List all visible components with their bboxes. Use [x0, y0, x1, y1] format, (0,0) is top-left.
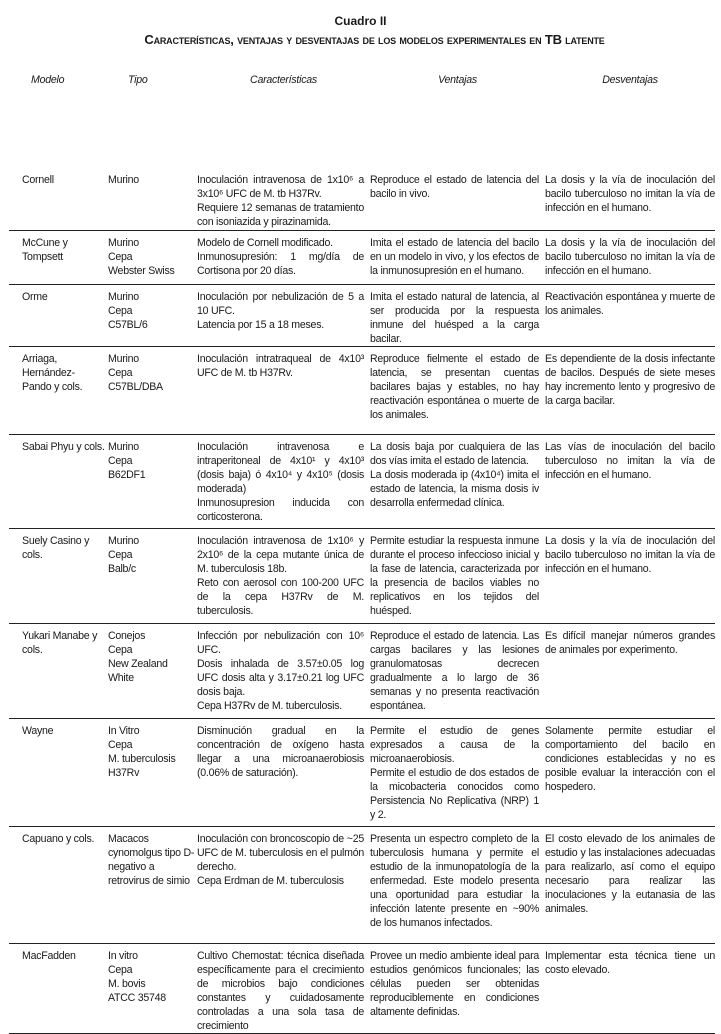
cell-ventajas [370, 434, 545, 528]
cell-caracteristicas [197, 230, 370, 284]
cell-text: Webster Swiss [108, 264, 175, 277]
cell-text: Inoculación intravenosa de 1x10⁶ y 2x10⁶ de la cepa mutante única de M. tuberculosis 18b. [197, 534, 364, 575]
cell-desventajas [545, 434, 715, 528]
cell-text: Inmunosupresión: 1 mg/día de Cortisona por 20 días. [197, 250, 364, 277]
header-row [9, 70, 715, 121]
cell-caracteristicas [197, 943, 370, 1033]
cell-text: Cepa H37Rv de M. tuberculosis. [197, 699, 343, 712]
cell-caracteristicas [197, 284, 370, 346]
cell-text: Cepa [108, 250, 133, 263]
cell-ventajas [370, 826, 545, 943]
cell-text: C57BL/6 [108, 318, 148, 331]
cell-caracteristicas [197, 346, 370, 434]
table-row [9, 528, 715, 623]
cell-text: Dosis inhalada de 3.57±0.05 log UFC dosis alta y 3.17±0.21 log UFC dosis baja. [197, 657, 364, 698]
cell-text: Las vías de inoculación del bacilo tuberculoso no imitan la vía de infección en el humano. [545, 440, 715, 481]
cell-text: Murino [108, 534, 139, 547]
cell-tipo [108, 346, 197, 434]
cell-text: El costo elevado de los animales de estudio y las instalaciones adecuadas para realizarlo, así como el equipo necesario para realizar las inoculaciones y la eutanasia de las animales. [545, 832, 715, 915]
cell-text: M. bovis [108, 977, 146, 990]
table-row [9, 943, 715, 1033]
cell-modelo [9, 623, 108, 718]
cell-text: Inoculación por nebulización de 5 a 10 UFC. [197, 290, 364, 317]
cell-text: Inmunosupresion inducida con corticosterona. [197, 496, 364, 523]
cell-modelo [9, 943, 108, 1033]
cell-text: Murino [108, 290, 139, 303]
cell-text: Conejos [108, 629, 146, 642]
cell-text: Cultivo Chemostat: técnica diseñada específicamente para el crecimiento de microbios bajo condiciones constantes y cuidadosamente controladas a una sola tasa de crecimiento [197, 949, 364, 1032]
cell-text: Imita el estado natural de latencia, al ser producida por la respuesta inmune del huésped a la carga bacilar. [370, 290, 539, 345]
cell-text: Cornell [22, 174, 54, 186]
cell-text: Murino [108, 236, 139, 249]
cell-text: La dosis y la vía de inoculación del bacilo tuberculoso no imitan la vía de infección en el humano. [545, 534, 715, 575]
table-row [9, 826, 715, 943]
cell-text: Reto con aerosol con 100-200 UFC de la cepa H37Rv de M. tuberculosis. [197, 576, 364, 617]
cell-tipo [108, 528, 197, 623]
cell-text: Permite el estudio de genes expresados a causa de la microanaerobiosis. [370, 724, 539, 765]
table-row [9, 623, 715, 718]
cell-desventajas [545, 943, 715, 1033]
cell-text: C57BL/DBA [108, 380, 163, 393]
header-desventajas: Desventajas [602, 74, 658, 86]
table-row [9, 434, 715, 528]
cell-ventajas [370, 718, 545, 826]
cell-text: B62DF1 [108, 468, 146, 481]
cell-text: Capuano y cols. [22, 832, 95, 845]
cell-tipo [108, 718, 197, 826]
cell-caracteristicas [197, 623, 370, 718]
cell-text: Implementar esta técnica tiene un costo elevado. [545, 949, 715, 976]
cell-text: Disminución gradual en la concentración de oxígeno hasta llegar a una microanaerobiosis (0.06% de saturación). [197, 724, 364, 779]
cell-desventajas [545, 121, 715, 230]
cell-ventajas [370, 230, 545, 284]
header-ventajas: Ventajas [438, 74, 477, 86]
table-row [9, 718, 715, 826]
cell-modelo [9, 230, 108, 284]
table-title: Características, ventajas y desventajas de los modelos experimentales en TB latente [144, 32, 605, 47]
cell-desventajas [545, 528, 715, 623]
cell-text: Modelo de Cornell modificado. [197, 236, 333, 249]
cell-text: Requiere 12 semanas de tratamiento con isoniazida y pirazinamida. [197, 202, 364, 228]
cell-text: Reproduce el estado de latencia. Las cargas bacilares y las lesiones granulomatosas decrecen gradualmente a lo largo de 36 semanas y no presenta reactivación espontánea. [370, 629, 539, 712]
cell-text: Cepa [108, 643, 133, 656]
cell-ventajas [370, 623, 545, 718]
table-row [9, 346, 715, 434]
header-caracteristicas: Características [250, 74, 317, 86]
cell-text: White [108, 671, 134, 684]
cell-text: New Zealand [108, 657, 168, 670]
cell-desventajas [545, 623, 715, 718]
cell-tipo [108, 826, 197, 943]
cell-desventajas [545, 718, 715, 826]
cell-modelo [9, 284, 108, 346]
cell-text: La dosis moderada ip (4x10⁴) imita el estado de latencia, la misma dosis iv desarrolla enfermedad clínica. [370, 468, 539, 509]
cell-text: Inoculación con broncoscopio de ~25 UFC de M. tuberculosis en el pulmón derecho. [197, 832, 364, 873]
cell-text: La dosis y la vía de inoculación del bacilo tuberculoso no imitan la vía de infección en el humano. [545, 174, 715, 214]
cell-text: In Vitro [108, 724, 140, 737]
cell-text: McCune y Tompsett [22, 236, 68, 263]
cell-caracteristicas [197, 528, 370, 623]
cell-text: Cepa [108, 548, 133, 561]
cell-text: Murino [108, 440, 139, 453]
header-tipo: Tipo [128, 74, 148, 86]
cell-text: La dosis baja por cualquiera de las dos vías imita el estado de latencia. [370, 440, 539, 467]
cell-modelo [9, 528, 108, 623]
cell-desventajas [545, 346, 715, 434]
cell-text: Cepa Erdman de M. tuberculosis [197, 874, 344, 887]
cell-text: Cepa [108, 304, 133, 317]
cell-caracteristicas [197, 121, 370, 230]
cell-modelo [9, 718, 108, 826]
cell-desventajas [545, 826, 715, 943]
cell-text: Cepa [108, 963, 133, 976]
table-row [9, 121, 715, 230]
cell-text: Cepa [108, 366, 133, 379]
cell-modelo [9, 121, 108, 230]
cell-text: Es difícil manejar números grandes de animales por experimento. [545, 629, 715, 656]
cell-text: M. tuberculosis [108, 752, 176, 765]
cell-tipo [108, 121, 197, 230]
cell-tipo [108, 434, 197, 528]
cell-text: Permite el estudio de dos estados de la micobacteria conocidos como Persistencia No Replicativa (NRP) 1 y 2. [370, 766, 539, 821]
cell-text: Reactivación espontánea y muerte de los animales. [545, 290, 715, 317]
cell-modelo [9, 826, 108, 943]
cell-text: Imita el estado de latencia del bacilo en un modelo in vivo, y los efectos de la inmunosupresión en el humano. [370, 236, 539, 277]
cell-tipo [108, 284, 197, 346]
cell-text: Infección por nebulización con 10⁶ UFC. [197, 629, 364, 656]
cell-text: H37Rv [108, 766, 140, 779]
cell-text: Cepa [108, 738, 133, 751]
cell-text: Inoculación intravenosa e intraperitoneal de 4x10¹ y 4x10³ (dosis baja) ó 4x10⁴ y 4x10⁵ (dosis moderada) [197, 440, 364, 495]
cell-text: Wayne [22, 724, 54, 737]
cell-text: Arriaga, [22, 352, 58, 365]
cell-text: Murino [108, 174, 139, 186]
cell-text: Suely Casino y cols. [22, 534, 90, 561]
cell-tipo [108, 623, 197, 718]
cell-caracteristicas [197, 434, 370, 528]
cell-text: In vitro [108, 949, 138, 962]
cell-text: Inoculación intravenosa de 1x10⁶ a 3x10⁶ UFC de M. tb H37Rv. [197, 174, 364, 200]
cell-text: Reproduce el estado de latencia del bacilo in vivo. [370, 174, 539, 200]
cell-ventajas [370, 528, 545, 623]
cell-text: Solamente permite estudiar el comportamiento del bacilo en condiciones establecidas y no es posible evaluar la interacción con el hospedero. [545, 724, 715, 793]
cell-text: Sabai Phyu y cols. [22, 440, 105, 453]
cell-ventajas [370, 346, 545, 434]
cell-desventajas [545, 230, 715, 284]
cell-text: Provee un medio ambiente ideal para estudios genómicos funcionales; las células pueden ser obtenidas reproduciblemente en condiciones altamente definidas. [370, 949, 539, 1018]
cell-text: La dosis y la vía de inoculación del bacilo tuberculoso no imitan la vía de infección en el humano. [545, 236, 715, 277]
cell-text: Presenta un espectro completo de la tuberculosis humana y permite el estudio de la inmunopatología de la enfermedad. Este modelo presenta una oportunidad para estudiar la infección latente presente en ~90% de los humanos infectados. [370, 832, 539, 929]
cell-caracteristicas [197, 718, 370, 826]
cell-ventajas [370, 943, 545, 1033]
table-number: Cuadro II [334, 14, 387, 28]
cell-text: Yukari Manabe y cols. [22, 629, 98, 656]
cell-text: ATCC 35748 [108, 991, 166, 1004]
cell-text: Reproduce fielmente el estado de latencia, se presentan cuentas bacilares bajas y estables, no hay reactivación espontánea o muerte de los animales. [370, 352, 539, 421]
cell-text: Es dependiente de la dosis infectante de bacilos. Después de siete meses hay incremento lento y progresivo de la carga bacilar. [545, 352, 715, 407]
cell-modelo [9, 346, 108, 434]
table-row [9, 230, 715, 284]
cell-text: Latencia por 15 a 18 meses. [197, 318, 324, 331]
cell-text: Murino [108, 352, 139, 365]
cell-tipo [108, 943, 197, 1033]
header-modelo: Modelo [31, 74, 65, 86]
table-row [9, 284, 715, 346]
cell-text: Orme [22, 290, 48, 303]
cell-text: Inoculación intratraqueal de 4x10³ UFC de M. tb H37Rv. [197, 352, 364, 379]
cell-text: Cepa [108, 454, 133, 467]
cell-ventajas [370, 284, 545, 346]
cell-caracteristicas [197, 826, 370, 943]
cell-text: Pando y cols. [22, 380, 83, 393]
models-table [9, 70, 715, 1034]
cell-text: Macacos cynomolgus tipo D-negativo a retrovirus de simio [108, 832, 195, 887]
cell-text: MacFadden [22, 949, 76, 962]
cell-text: Permite estudiar la respuesta inmune durante el proceso infeccioso inicial y la fase de latencia, caracterizada por la presencia de bacilos viables no replicativos en los tejidos del huésped. [370, 534, 539, 617]
cell-desventajas [545, 284, 715, 346]
cell-modelo [9, 434, 108, 528]
cell-ventajas [370, 121, 545, 230]
cell-text: Balb/c [108, 562, 136, 575]
cell-tipo [108, 230, 197, 284]
cell-text: Hernández- [22, 366, 75, 379]
